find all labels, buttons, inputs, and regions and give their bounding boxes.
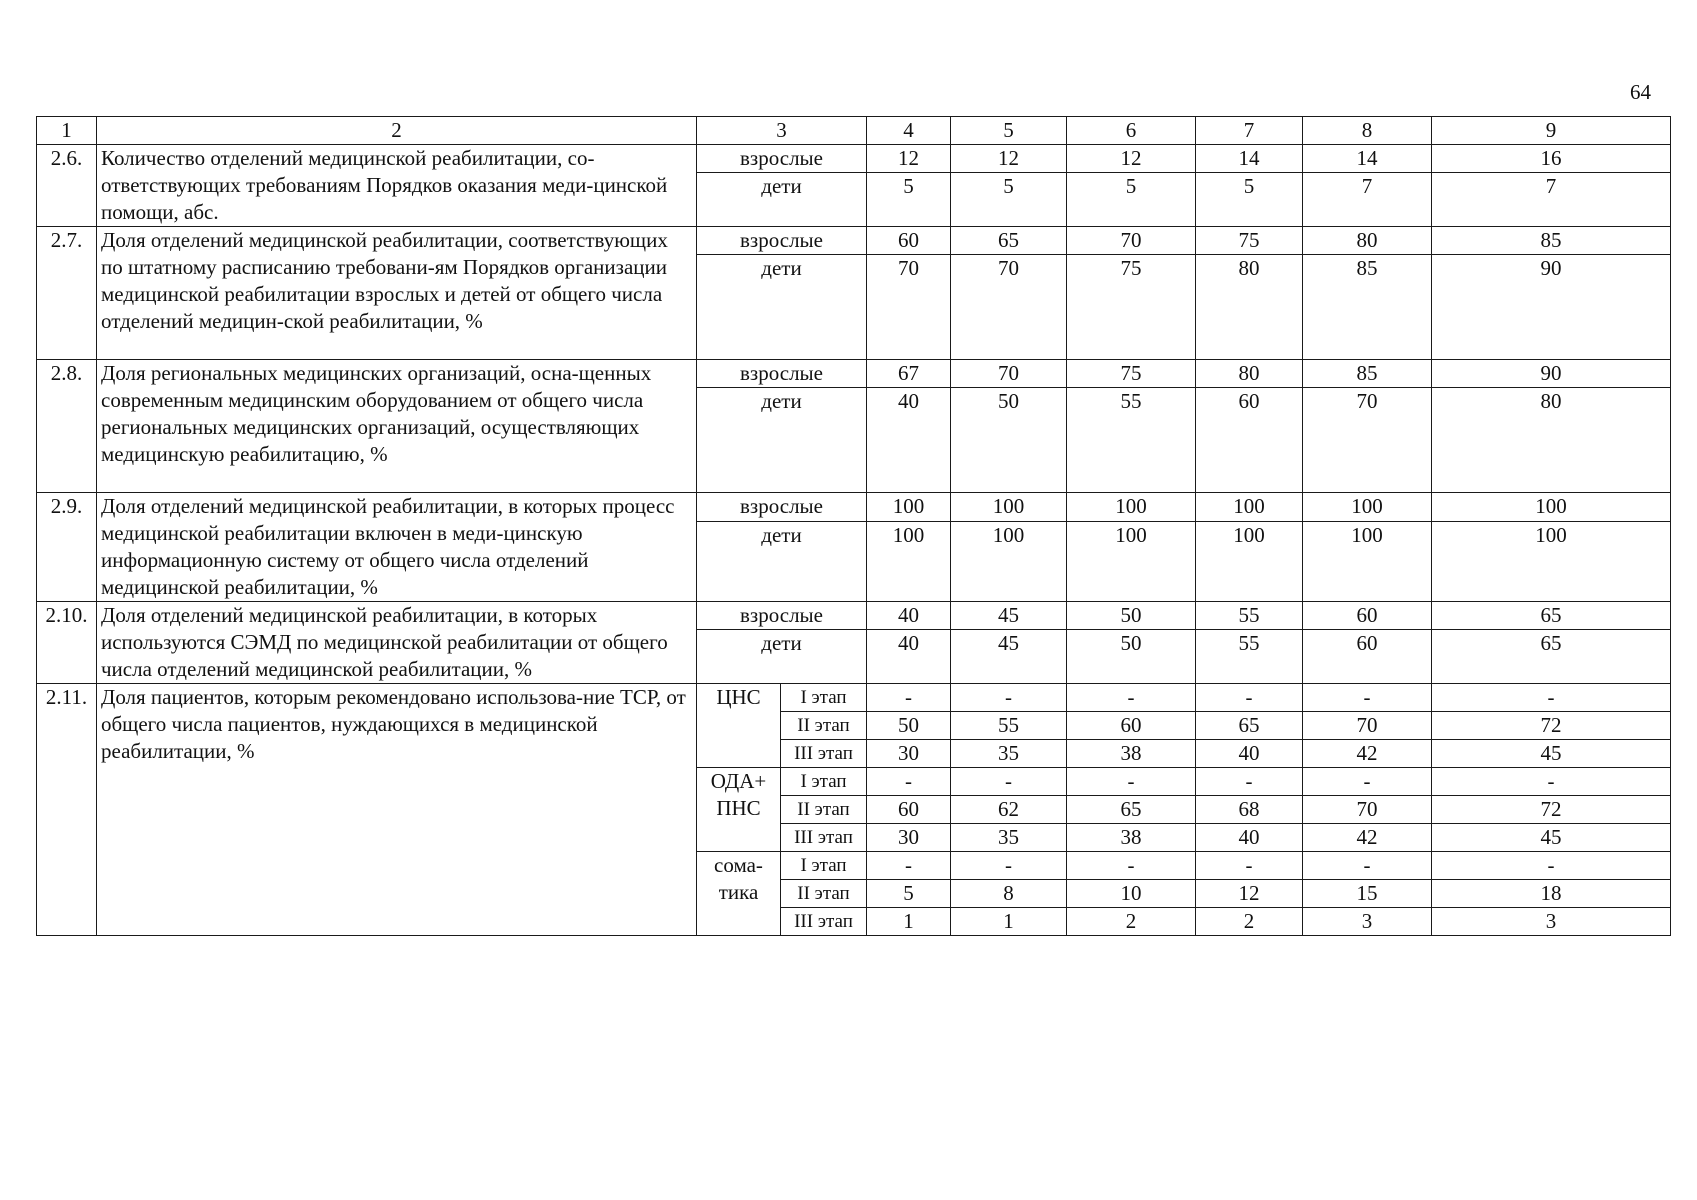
value-cell: 3 (1303, 908, 1432, 936)
value-cell: 70 (1303, 796, 1432, 824)
category-label: дети (697, 173, 867, 227)
value-cell: 5 (1196, 173, 1303, 227)
value-cell: 40 (867, 630, 951, 684)
category-label: взрослые (697, 602, 867, 630)
category-label: дети (697, 630, 867, 684)
row-number: 2.8. (37, 360, 97, 493)
value-cell: 30 (867, 740, 951, 768)
value-cell: 80 (1432, 388, 1671, 493)
value-cell: 38 (1067, 740, 1196, 768)
stage-label: II этап (781, 796, 867, 824)
row-number: 2.7. (37, 227, 97, 360)
value-cell: 45 (1432, 740, 1671, 768)
category-label: взрослые (697, 360, 867, 388)
value-cell: 65 (1196, 712, 1303, 740)
value-cell: 70 (951, 255, 1067, 360)
group-label-line: тика (718, 880, 759, 904)
value-cell: 8 (951, 880, 1067, 908)
category-label: взрослые (697, 145, 867, 173)
indicator-description: Доля отделений медицинской реабилитации, в которых используются СЭМД по медицинской реабилитации от общего числа отделений медицинской реабилитации, % (97, 602, 697, 684)
stage-label: III этап (781, 824, 867, 852)
indicator-description: Доля пациентов, которым рекомендовано использова-ние ТСР, от общего числа пациентов, нуждающихся в медицинской реабилитации, % (97, 684, 697, 936)
value-cell: 42 (1303, 740, 1432, 768)
header-cell: 7 (1196, 117, 1303, 145)
value-cell: - (1303, 768, 1432, 796)
value-cell: 75 (1196, 227, 1303, 255)
value-cell: 60 (1303, 602, 1432, 630)
value-cell: - (1303, 852, 1432, 880)
value-cell: 45 (951, 630, 1067, 684)
indicator-description: Доля отделений медицинской реабилитации, соответствующих по штатному расписанию требовани-ям Порядков организации медицинской реабилитации взрослых и детей от общего числа отделений медицин-ской реабилитации, % (97, 227, 697, 360)
value-cell: - (867, 684, 951, 712)
value-cell: - (1432, 852, 1671, 880)
value-cell: 72 (1432, 712, 1671, 740)
value-cell: - (1196, 768, 1303, 796)
value-cell: 60 (1196, 388, 1303, 493)
header-cell: 2 (97, 117, 697, 145)
indicator-description: Количество отделений медицинской реабилитации, со-ответствующих требованиям Порядков оказания меди-цинской помощи, абс. (97, 145, 697, 227)
value-cell: 5 (867, 173, 951, 227)
group-label (697, 768, 781, 852)
stage-label: I этап (781, 768, 867, 796)
value-cell: - (1432, 768, 1671, 796)
value-cell: 1 (867, 908, 951, 936)
value-cell: 80 (1303, 227, 1432, 255)
value-cell: 100 (867, 521, 951, 601)
value-cell: 100 (951, 521, 1067, 601)
value-cell: - (1067, 684, 1196, 712)
indicators-table (36, 116, 1671, 936)
header-cell: 6 (1067, 117, 1196, 145)
value-cell: 65 (1067, 796, 1196, 824)
value-cell: 70 (867, 255, 951, 360)
category-label: взрослые (697, 227, 867, 255)
value-cell: - (867, 852, 951, 880)
category-label: дети (697, 388, 867, 493)
value-cell: 70 (1303, 388, 1432, 493)
value-cell: 7 (1432, 173, 1671, 227)
value-cell: 65 (1432, 602, 1671, 630)
value-cell: 100 (1067, 493, 1196, 522)
value-cell: 2 (1196, 908, 1303, 936)
value-cell: 80 (1196, 255, 1303, 360)
group-label-line: сома- (714, 853, 763, 877)
indicator-row (37, 360, 1671, 388)
category-label: дети (697, 255, 867, 360)
value-cell: 100 (1432, 493, 1671, 522)
value-cell: 62 (951, 796, 1067, 824)
value-cell: 12 (867, 145, 951, 173)
value-cell: 100 (867, 493, 951, 522)
value-cell: 42 (1303, 824, 1432, 852)
value-cell: - (951, 684, 1067, 712)
value-cell: 40 (867, 602, 951, 630)
value-cell: 100 (1196, 521, 1303, 601)
value-cell: - (1067, 852, 1196, 880)
indicator-description: Доля региональных медицинских организаций, осна-щенных современным медицинским оборудованием от общего числа региональных медицинских организаций, осуществляющих медицинскую реабилитацию, % (97, 360, 697, 493)
value-cell: 1 (951, 908, 1067, 936)
value-cell: 5 (867, 880, 951, 908)
value-cell: 100 (1067, 521, 1196, 601)
value-cell: 70 (1067, 227, 1196, 255)
row-number: 2.9. (37, 493, 97, 602)
group-label-line: ПНС (716, 796, 761, 820)
value-cell: 55 (951, 712, 1067, 740)
header-cell: 8 (1303, 117, 1432, 145)
value-cell: - (867, 768, 951, 796)
value-cell: 15 (1303, 880, 1432, 908)
value-cell: 85 (1303, 255, 1432, 360)
value-cell: - (951, 852, 1067, 880)
value-cell: 50 (867, 712, 951, 740)
value-cell: 35 (951, 824, 1067, 852)
value-cell: 14 (1196, 145, 1303, 173)
value-cell: 38 (1067, 824, 1196, 852)
value-cell: 7 (1303, 173, 1432, 227)
value-cell: 85 (1303, 360, 1432, 388)
value-cell: 100 (1432, 521, 1671, 601)
group-label-line: ЦНС (716, 685, 761, 709)
stage-label: II этап (781, 712, 867, 740)
row-number: 2.10. (37, 602, 97, 684)
value-cell: 16 (1432, 145, 1671, 173)
value-cell: 85 (1432, 227, 1671, 255)
header-cell: 1 (37, 117, 97, 145)
row-number: 2.11. (37, 684, 97, 936)
value-cell: - (1432, 684, 1671, 712)
value-cell: 2 (1067, 908, 1196, 936)
value-cell: 12 (1196, 880, 1303, 908)
value-cell: 50 (1067, 630, 1196, 684)
value-cell: 68 (1196, 796, 1303, 824)
value-cell: 100 (951, 493, 1067, 522)
header-row (37, 117, 1671, 145)
value-cell: - (951, 768, 1067, 796)
value-cell: 72 (1432, 796, 1671, 824)
value-cell: 75 (1067, 360, 1196, 388)
value-cell: 100 (1303, 493, 1432, 522)
indicator-row (37, 493, 1671, 522)
value-cell: 70 (1303, 712, 1432, 740)
stage-label: II этап (781, 880, 867, 908)
category-label: взрослые (697, 493, 867, 522)
value-cell: 100 (1196, 493, 1303, 522)
value-cell: 30 (867, 824, 951, 852)
value-cell: 40 (1196, 740, 1303, 768)
value-cell: 45 (951, 602, 1067, 630)
value-cell: - (1196, 684, 1303, 712)
value-cell: 60 (1067, 712, 1196, 740)
indicator-row (37, 602, 1671, 630)
value-cell: 65 (1432, 630, 1671, 684)
indicator-description: Доля отделений медицинской реабилитации, в которых процесс медицинской реабилитации включен в меди-цинскую информационную систему от общего числа отделений медицинской реабилитации, % (97, 493, 697, 602)
value-cell: 67 (867, 360, 951, 388)
header-cell: 4 (867, 117, 951, 145)
value-cell: 90 (1432, 255, 1671, 360)
stage-row (37, 684, 1671, 712)
value-cell: 80 (1196, 360, 1303, 388)
value-cell: 60 (867, 227, 951, 255)
value-cell: 14 (1303, 145, 1432, 173)
row-number: 2.6. (37, 145, 97, 227)
header-cell: 3 (697, 117, 867, 145)
header-cell: 5 (951, 117, 1067, 145)
value-cell: - (1303, 684, 1432, 712)
value-cell: - (1196, 852, 1303, 880)
value-cell: 40 (867, 388, 951, 493)
value-cell: 65 (951, 227, 1067, 255)
category-label: дети (697, 521, 867, 601)
stage-label: III этап (781, 740, 867, 768)
group-label (697, 852, 781, 936)
value-cell: 75 (1067, 255, 1196, 360)
group-label (697, 684, 781, 768)
stage-label: I этап (781, 684, 867, 712)
group-label-line: ОДА+ (710, 769, 767, 793)
value-cell: 3 (1432, 908, 1671, 936)
stage-label: I этап (781, 852, 867, 880)
value-cell: 35 (951, 740, 1067, 768)
value-cell: 55 (1067, 388, 1196, 493)
value-cell: 70 (951, 360, 1067, 388)
value-cell: 12 (951, 145, 1067, 173)
value-cell: - (1067, 768, 1196, 796)
value-cell: 100 (1303, 521, 1432, 601)
value-cell: 50 (1067, 602, 1196, 630)
value-cell: 55 (1196, 630, 1303, 684)
value-cell: 50 (951, 388, 1067, 493)
value-cell: 90 (1432, 360, 1671, 388)
stage-label: III этап (781, 908, 867, 936)
page-number: 64 (1630, 80, 1651, 104)
value-cell: 18 (1432, 880, 1671, 908)
header-cell: 9 (1432, 117, 1671, 145)
value-cell: 60 (867, 796, 951, 824)
value-cell: 45 (1432, 824, 1671, 852)
value-cell: 40 (1196, 824, 1303, 852)
value-cell: 60 (1303, 630, 1432, 684)
value-cell: 55 (1196, 602, 1303, 630)
indicator-row (37, 145, 1671, 173)
indicator-row (37, 227, 1671, 255)
value-cell: 5 (951, 173, 1067, 227)
value-cell: 12 (1067, 145, 1196, 173)
value-cell: 10 (1067, 880, 1196, 908)
value-cell: 5 (1067, 173, 1196, 227)
table-body (37, 117, 1671, 936)
